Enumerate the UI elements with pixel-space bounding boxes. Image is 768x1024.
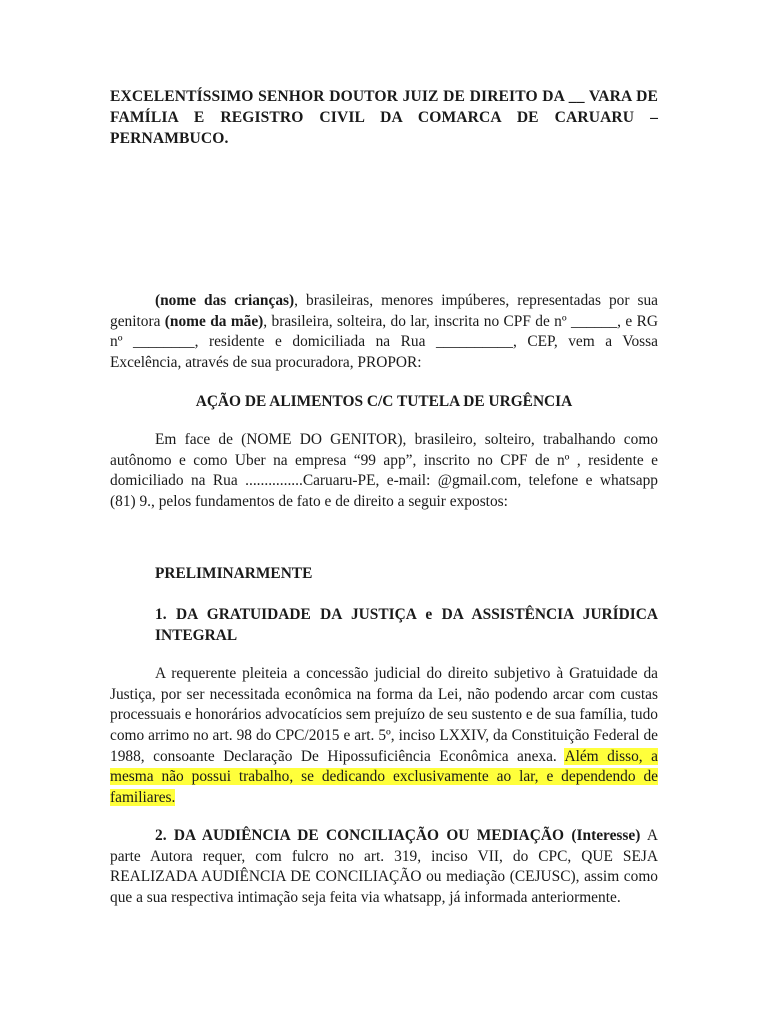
spacer xyxy=(110,512,658,564)
spacer xyxy=(110,646,658,664)
spacer xyxy=(110,149,658,291)
spacer xyxy=(110,373,658,392)
highlighted-text: Além disso, a mesma não possui trabalho, se dedicando exclusivamente ao lar, e dependendo de familiares. xyxy=(110,747,658,806)
addressee-heading: EXCELENTÍSSIMO SENHOR DOUTOR JUIZ DE DIREITO DA __ VARA DE FAMÍLIA E REGISTRO CIVIL DA COMARCA DE CARUARU – PERNAMBUCO. xyxy=(110,88,658,147)
spacer xyxy=(110,808,658,826)
intro-text-2: , brasileira, solteira, do lar, inscrita no CPF de nº ______, e RG nº ________, residente e domiciliada na Rua __________, CEP, vem a Vossa Excelência, através de sua procuradora, PROPOR: xyxy=(110,312,658,371)
mother-name: (nome da mãe) xyxy=(164,312,264,330)
preliminary-title: PRELIMINARMENTE xyxy=(155,565,313,583)
section-2-text: A parte Autora requer, com fulcro no art. 319, inciso VII, do CPC, QUE SEJA REALIZADA AUDIÊNCIA DE CONCILIAÇÃO ou mediação (CEJUSC), assim como que a sua respectiva intimação seja feita via whatsapp, já informada anteriormente. xyxy=(110,827,658,907)
defendant-paragraph: Em face de (NOME DO GENITOR), brasileiro, solteiro, trabalhando como autônomo e como Uber na empresa “99 app”, inscrito no CPF de nº , residente e domiciliado na Rua ...............Caruaru-PE, e-mail: @gmail.com, telefone e whatsapp (81) 9., pelos fundamentos de fato e de direito a seguir expostos: xyxy=(110,430,658,510)
section-2-title: 2. DA AUDIÊNCIA DE CONCILIAÇÃO OU MEDIAÇÃO xyxy=(155,827,564,845)
document-page xyxy=(110,86,658,909)
children-name: (nome das crianças) xyxy=(155,292,295,309)
section-2-paragraph xyxy=(110,826,658,908)
spacer xyxy=(110,585,658,605)
intro-paragraph xyxy=(110,291,658,373)
spacer xyxy=(110,413,658,430)
section-1-paragraph xyxy=(110,664,658,808)
section-1-title: 1. DA GRATUIDADE DA JUSTIÇA e DA ASSISTÊNCIA JURÍDICA INTEGRAL xyxy=(155,605,658,644)
section-1-text: A requerente pleiteia a concessão judicial do direito subjetivo à Gratuidade da Justiça, por ser necessitada econômica na forma da Lei, não podendo arcar com custas processuais e honorários advocatícios sem prejuízo de seu sustento e de sua família, tudo como arrimo no art. 98 do CPC/2015 e art. 5º, inciso LXXIV, da Constituição Federal de 1988, consoante Declaração De Hipossuficiência Econômica anexa. xyxy=(110,665,658,765)
action-title: AÇÃO DE ALIMENTOS C/C TUTELA DE URGÊNCIA xyxy=(195,393,573,411)
section-2-interest: (Interesse) xyxy=(571,827,641,845)
intro-text-1: , brasileiras, menores impúberes, representadas por sua genitora xyxy=(110,292,659,330)
